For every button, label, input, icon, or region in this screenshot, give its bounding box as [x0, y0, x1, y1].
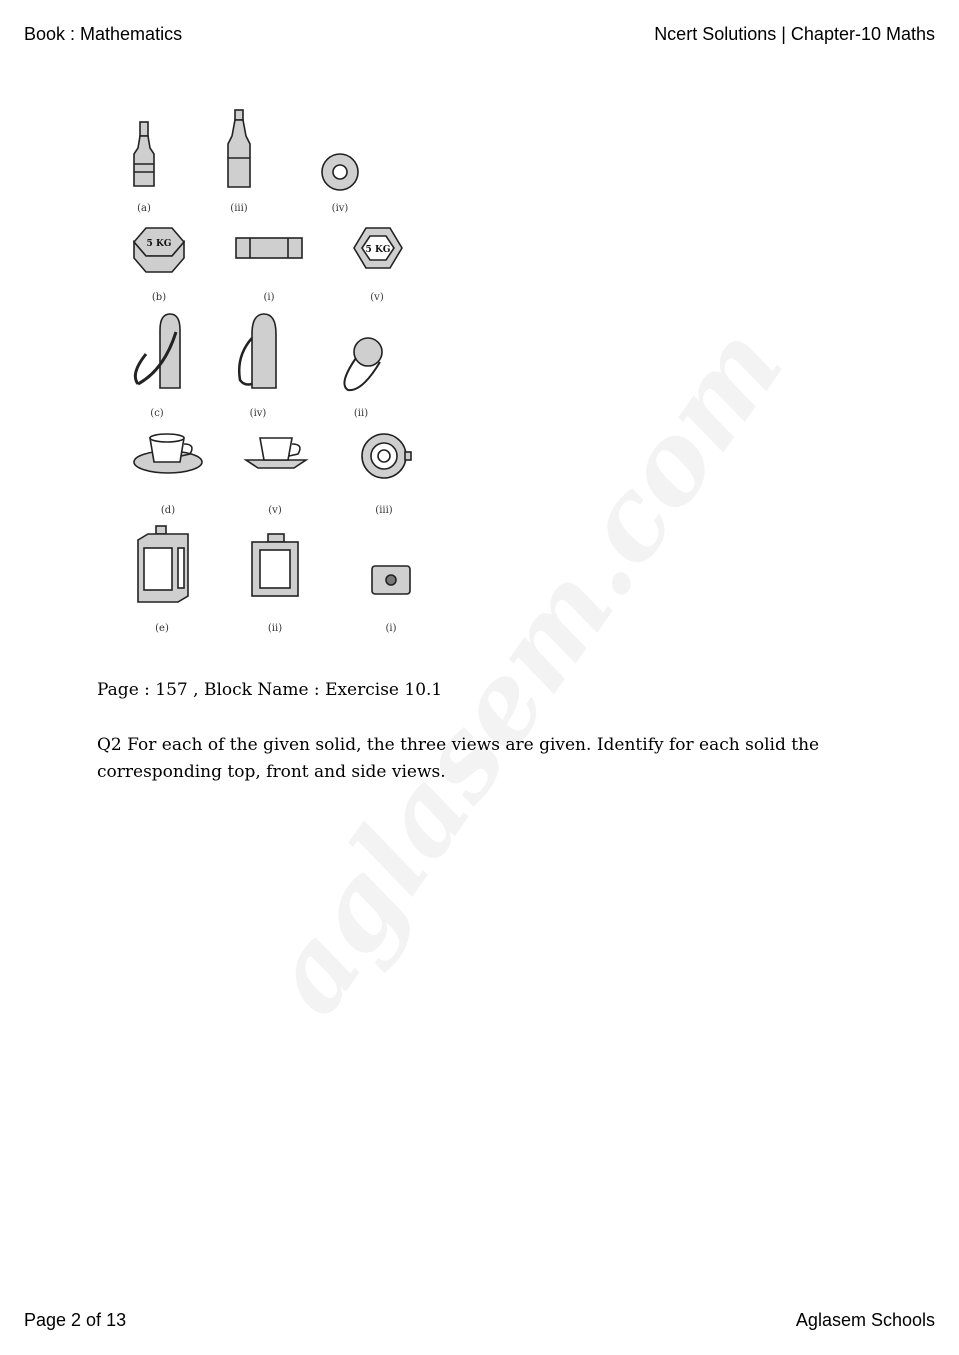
- weight-solid: [134, 228, 184, 272]
- label-r4-3: (iii): [375, 505, 393, 516]
- label-d: (d): [160, 505, 176, 516]
- label-c: (c): [150, 408, 164, 419]
- label-r1-2: (iii): [230, 203, 248, 214]
- flask-front-view: [239, 314, 276, 388]
- header-book: Book : Mathematics: [24, 24, 183, 44]
- cup-front-view: [246, 438, 306, 468]
- footer-page-number: Page 2 of 13: [24, 1310, 127, 1330]
- footer-brand: Aglasem Schools: [795, 1310, 935, 1330]
- label-r3-2: (iv): [249, 408, 267, 419]
- label-b: (b): [151, 292, 167, 303]
- bottle-top-view: [322, 154, 358, 190]
- bottle-solid: [134, 122, 154, 186]
- label-e: (e): [155, 623, 169, 634]
- weight-top-text: 5 KG: [365, 245, 391, 255]
- label-r2-2: (i): [263, 292, 275, 303]
- container-solid: [138, 526, 188, 602]
- label-r4-2: (v): [268, 505, 282, 516]
- figure-svg: [118, 100, 438, 645]
- cup-top-view: [362, 434, 411, 478]
- flask-solid: [135, 314, 180, 388]
- solids-views-figure: [118, 100, 438, 645]
- label-r3-3: (ii): [353, 408, 369, 419]
- bottle-front-view: [228, 110, 250, 187]
- label-r2-3: (v): [370, 292, 384, 303]
- question-text: Q2 For each of the given solid, the three views are given. Identify for each solid the corresponding top, front and side views.: [97, 735, 820, 782]
- container-front-view: [252, 534, 298, 596]
- flask-top-view: [344, 338, 382, 390]
- label-r1-3: (iv): [331, 203, 349, 214]
- page-reference: Page : 157 , Block Name : Exercise 10.1: [97, 680, 443, 700]
- label-r5-2: (ii): [267, 623, 283, 634]
- weight-side-view: [236, 238, 302, 258]
- header-chapter: Ncert Solutions | Chapter-10 Maths: [654, 24, 935, 44]
- label-a: (a): [137, 203, 151, 214]
- label-r5-3: (i): [385, 623, 397, 634]
- weight-solid-text: 5 KG: [146, 239, 172, 249]
- cup-solid: [134, 434, 202, 473]
- container-top-view: [372, 566, 410, 594]
